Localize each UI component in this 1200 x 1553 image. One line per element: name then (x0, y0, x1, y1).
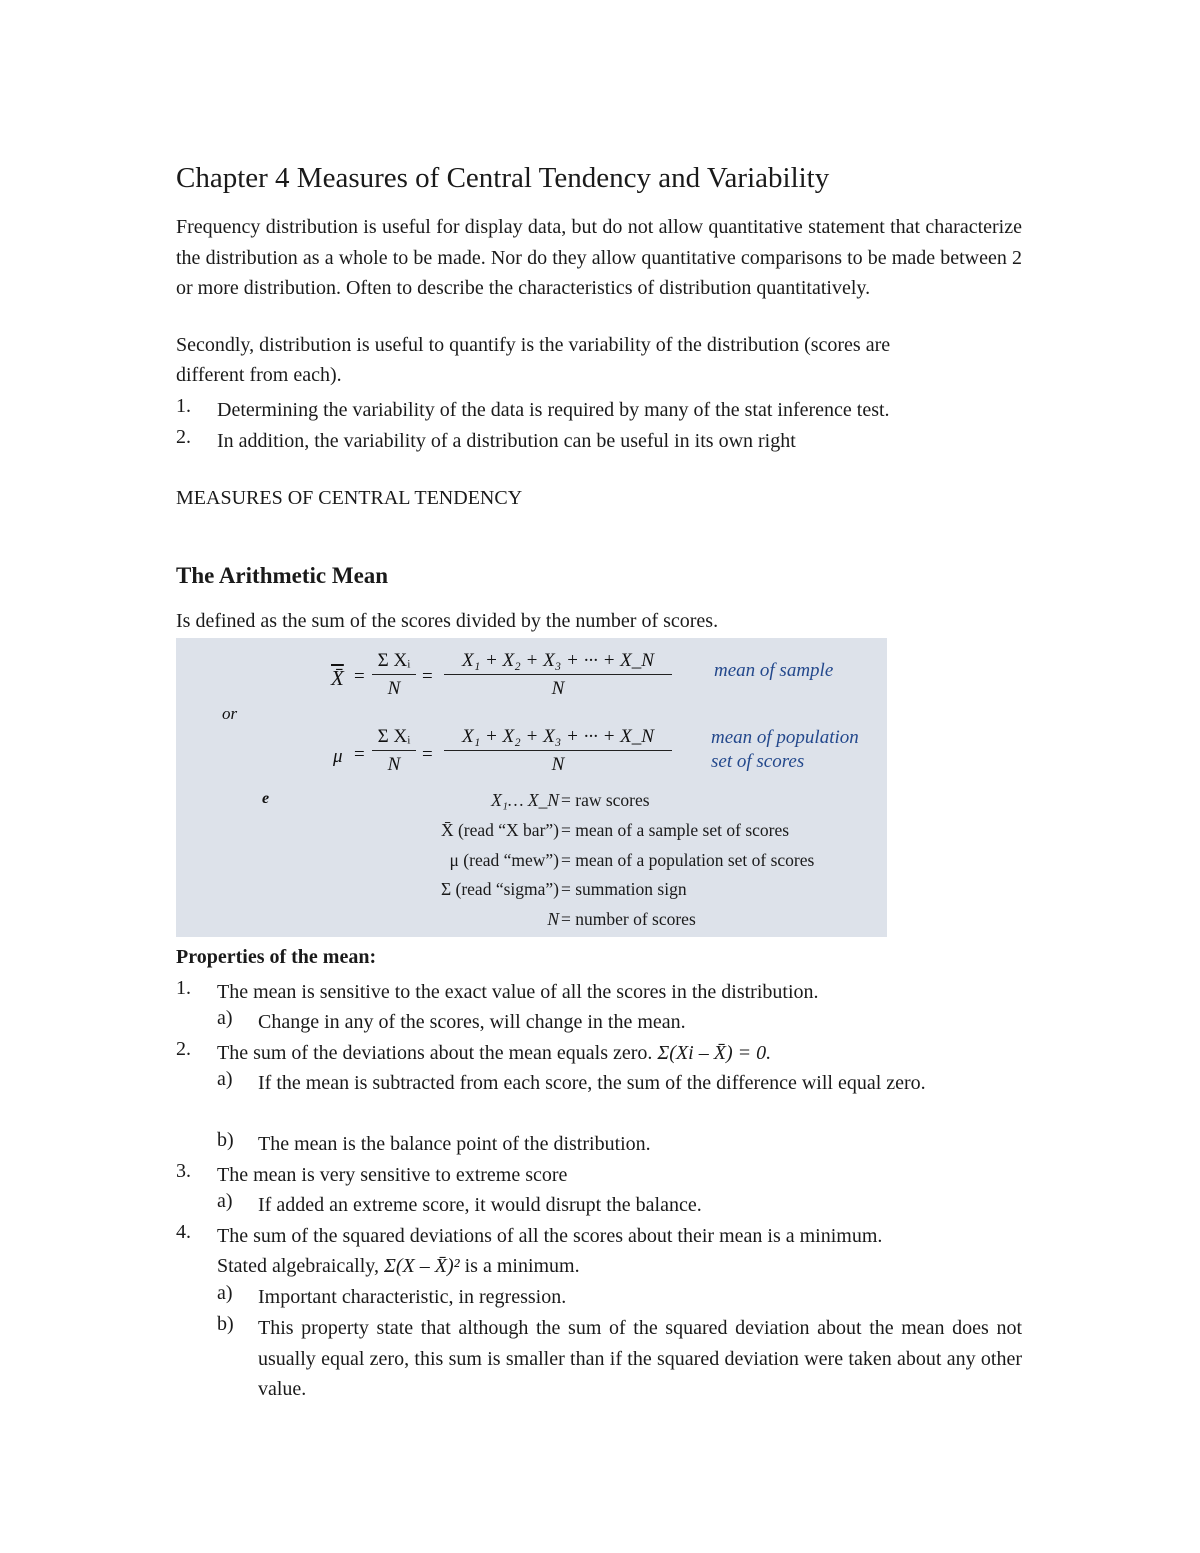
definition-key: X₁… X_N (491, 790, 559, 810)
list-number: 2. (176, 1038, 191, 1060)
property-2a: If the mean is subtracted from each score, the sum of the difference will equal zero. (258, 1072, 926, 1094)
definition-value: = raw scores (561, 790, 650, 810)
label-mean-of-sample: mean of sample (714, 660, 834, 681)
definition-value: = mean of a sample set of scores (561, 820, 790, 840)
property-2-text: The sum of the deviations about the mean equals zero. (217, 1042, 653, 1064)
sub-marker: a) (217, 1007, 233, 1029)
definition-value: = summation sign (561, 879, 687, 899)
definition-key: X̄ (read “X bar”) (440, 820, 559, 840)
sub-marker: b) (217, 1313, 234, 1335)
heading-measures: MEASURES OF CENTRAL TENDENCY (176, 487, 523, 509)
properties-heading: Properties of the mean: (176, 946, 377, 968)
sum-numerator: Σ Xᵢ (372, 726, 416, 751)
sub-marker: a) (217, 1068, 233, 1090)
page-title: Chapter 4 Measures of Central Tendency and Variability (176, 162, 830, 194)
equals-sign: = (354, 744, 365, 765)
property-2b: The mean is the balance point of the distribution. (258, 1133, 651, 1155)
e-label: e (262, 790, 270, 807)
list-number: 1. (176, 977, 191, 999)
sum-numerator: Σ Xᵢ (372, 650, 416, 675)
list-number: 3. (176, 1160, 191, 1182)
property-4-post: is a minimum. (464, 1255, 580, 1277)
expanded-denominator: N (551, 678, 565, 699)
expanded-fraction (444, 650, 672, 700)
property-2 (217, 1038, 1022, 1069)
sum-fraction (372, 726, 416, 776)
equals-sign: = (354, 666, 365, 687)
expanded-numerator: X₁ + X₂ + X₃ + ··· + X_N (444, 726, 672, 751)
secondly-line-2: different from each). (176, 364, 342, 386)
property-4-formula: Σ(X – X̄)² (383, 1255, 460, 1277)
sub-marker: a) (217, 1282, 233, 1304)
sum-denominator: N (387, 754, 401, 775)
sum-denominator: N (387, 678, 401, 699)
secondly-line-1: Secondly, distribution is useful to quantify is the variability of the distribution (scores are (176, 334, 891, 356)
property-4a: Important characteristic, in regression. (258, 1286, 567, 1308)
property-4-pre: Stated algebraically, (217, 1255, 379, 1277)
label-set-of-scores: set of scores (711, 751, 805, 772)
equals-sign: = (422, 744, 433, 765)
property-4-line-1: The sum of the squared deviations of all the scores about their mean is a minimum. (217, 1225, 883, 1247)
definition-value: = mean of a population set of scores (561, 850, 815, 870)
intro-paragraph: Frequency distribution is useful for display data, but do not allow quantitative statement that characterize the distribution as a whole to be made. Nor do they allow quantitative comparisons to be made between 2 or more distribution. Often to describe the characteristics of distribution quantitatively. (176, 216, 1022, 300)
definition-key: N (547, 909, 559, 929)
or-label: or (222, 704, 238, 723)
label-mean-of-population: mean of population (711, 727, 859, 748)
expanded-numerator: X₁ + X₂ + X₃ + ··· + X_N (444, 650, 672, 675)
equals-sign: = (422, 666, 433, 687)
mu-symbol: μ (333, 746, 343, 767)
property-3a: If added an extreme score, it would disrupt the balance. (258, 1194, 702, 1216)
property-3: The mean is very sensitive to extreme score (217, 1164, 568, 1186)
list-number: 2. (176, 426, 191, 448)
definition-value: = number of scores (561, 909, 696, 929)
definitions-list (176, 790, 887, 930)
definition-key: μ (read “mew”) (449, 850, 559, 870)
property-2-formula: Σ(Xi – X̄) = 0. (657, 1042, 772, 1064)
expanded-denominator: N (551, 754, 565, 775)
sub-marker: b) (217, 1129, 234, 1151)
definition-key: Σ (read “sigma”) (440, 879, 559, 899)
sum-fraction (372, 650, 416, 700)
heading-arithmetic-mean: The Arithmetic Mean (176, 563, 389, 588)
expanded-fraction (444, 726, 672, 776)
list-number: 1. (176, 395, 191, 417)
x-bar-symbol: X̄ (331, 666, 344, 690)
property-4b: This property state that although the sum of the squared deviation about the mean does not usually equal zero, this sum is smaller than if the squared deviation were taken about any other value. (258, 1317, 1022, 1401)
formula-figure (176, 638, 887, 937)
property-4-line-2 (217, 1251, 1022, 1282)
property-1a: Change in any of the scores, will change in the mean. (258, 1011, 686, 1033)
list-number: 4. (176, 1221, 191, 1243)
sub-marker: a) (217, 1190, 233, 1212)
mean-definition: Is defined as the sum of the scores divided by the number of scores. (176, 610, 719, 632)
list-item: Determining the variability of the data is required by many of the stat inference test. (217, 399, 890, 421)
property-1: The mean is sensitive to the exact value of all the scores in the distribution. (217, 981, 819, 1003)
list-item: In addition, the variability of a distribution can be useful in its own right (217, 430, 796, 452)
